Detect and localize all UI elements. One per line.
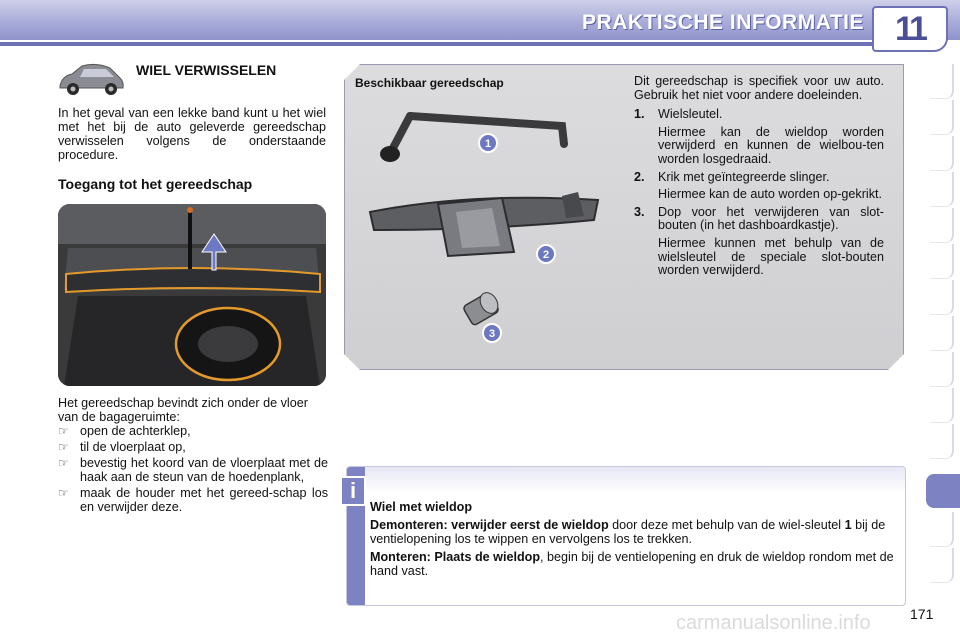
item-note: Hiermee kan de wieldop worden verwijderd en kunnen de wielbou-ten worden losgedraaid. bbox=[658, 124, 884, 166]
fit-heading: Monteren: Plaats de wieldop bbox=[370, 550, 541, 564]
list-item bbox=[58, 486, 328, 514]
chapter-tab[interactable] bbox=[930, 548, 954, 583]
chapter-tab[interactable] bbox=[930, 172, 954, 207]
tools-illustration bbox=[352, 96, 612, 356]
step-text: til de vloerplaat op, bbox=[80, 440, 186, 454]
chapter-tab[interactable] bbox=[930, 244, 954, 279]
trunk-photo bbox=[58, 204, 326, 386]
section-title: WIEL VERWISSELEN bbox=[136, 62, 277, 78]
chapter-tab[interactable] bbox=[930, 388, 954, 423]
step-text: bevestig het koord van de vloerplaat met de haak aan de steun van de hoedenplank, bbox=[80, 456, 328, 484]
info-title: Wiel met wieldop bbox=[370, 500, 473, 514]
info-paragraph-remove bbox=[370, 518, 898, 546]
tools-intro: Dit gereedschap is specifiek voor uw auto. Gebruik het niet voor andere doeleinden. bbox=[634, 74, 884, 102]
item-number: 1. bbox=[634, 107, 645, 122]
page-header bbox=[0, 0, 960, 50]
wrench-reference: 1 bbox=[844, 518, 852, 532]
list-item bbox=[634, 171, 884, 202]
item-label: Wielsleutel. bbox=[658, 107, 723, 122]
info-icon: i bbox=[340, 476, 366, 506]
procedure-steps bbox=[58, 424, 328, 516]
chapter-tabs bbox=[926, 64, 960, 584]
info-content bbox=[370, 500, 898, 582]
callout-2-label: 2 bbox=[542, 249, 550, 261]
item-number: 2. bbox=[634, 169, 645, 184]
chapter-title: PRAKTISCHE INFORMATIE bbox=[582, 11, 864, 34]
remove-text-a: door deze met behulp van de wiel-sleutel bbox=[608, 518, 845, 532]
tools-title: Beschikbaar gereedschap bbox=[355, 76, 504, 90]
tool-location-text: Het gereedschap bevindt zich onder de vloer van de bagageruimte: bbox=[58, 396, 308, 424]
chapter-number: 11 bbox=[895, 9, 925, 48]
chapter-number-badge bbox=[872, 6, 948, 52]
locking-bolt-socket-illustration bbox=[463, 289, 502, 326]
chapter-tab[interactable] bbox=[930, 424, 954, 459]
chapter-tab[interactable] bbox=[930, 280, 954, 315]
chapter-tab[interactable] bbox=[930, 512, 954, 547]
info-topbar bbox=[365, 467, 905, 493]
item-label: Dop voor het verwijderen van slot-bouten (in het dashboardkastje). bbox=[658, 204, 884, 233]
remove-heading: Demonteren: verwijder eerst de wieldop bbox=[370, 518, 609, 532]
chapter-tab[interactable] bbox=[930, 64, 954, 99]
callout-1-label: 1 bbox=[484, 138, 492, 150]
info-paragraph-fit bbox=[370, 550, 898, 578]
subsection-title: Toegang tot het gereedschap bbox=[58, 176, 253, 192]
chapter-tab-active[interactable] bbox=[926, 474, 960, 508]
callout-1 bbox=[479, 134, 497, 152]
callout-2 bbox=[537, 245, 555, 263]
list-item bbox=[58, 456, 328, 484]
item-note: Hiermee kan de auto worden op-gekrikt. bbox=[658, 187, 883, 202]
list-item bbox=[634, 108, 884, 166]
callout-3 bbox=[483, 324, 501, 342]
pointing-hand-icon: ☞ bbox=[58, 440, 69, 454]
chapter-tab[interactable] bbox=[930, 136, 954, 171]
wheel-wrench-illustration bbox=[380, 116, 564, 162]
chapter-tab[interactable] bbox=[930, 316, 954, 351]
pointing-hand-icon: ☞ bbox=[58, 486, 69, 500]
callout-3-label: 3 bbox=[488, 328, 496, 340]
remove-text-b: bij de ventielopening los te wippen en vervolgens los te trekken. bbox=[370, 518, 886, 546]
page-number: 171 bbox=[910, 606, 934, 622]
item-label: Krik met geïntegreerde slinger. bbox=[658, 169, 830, 184]
jack-illustration bbox=[370, 192, 598, 256]
step-text: maak de houder met het gereed-schap los en verwijder deze. bbox=[80, 486, 328, 514]
tools-description bbox=[634, 75, 884, 282]
list-item bbox=[58, 424, 328, 438]
car-icon bbox=[56, 60, 126, 98]
list-item bbox=[634, 206, 884, 278]
pointing-hand-icon: ☞ bbox=[58, 456, 69, 470]
watermark: carmanualsonline.info bbox=[676, 612, 871, 634]
list-item bbox=[58, 440, 328, 454]
chapter-tab[interactable] bbox=[930, 100, 954, 135]
intro-text: In het geval van een lekke band kunt u het wiel met het bij de auto geleverde gereedschap verwisselen volgens de onderstaande procedure. bbox=[58, 106, 326, 162]
pointing-hand-icon: ☞ bbox=[58, 424, 69, 438]
item-note: Hiermee kunnen met behulp van de wielsleutel de speciale slot-bouten worden verwijderd. bbox=[658, 235, 884, 278]
header-rule bbox=[0, 42, 880, 46]
step-text: open de achterklep, bbox=[80, 424, 191, 438]
trunk-illustration bbox=[58, 204, 326, 386]
chapter-tab[interactable] bbox=[930, 208, 954, 243]
item-number: 3. bbox=[634, 204, 645, 219]
fit-text: , begin bij de ventielopening en druk de wieldop rondom met de hand vast. bbox=[370, 550, 894, 578]
chapter-tab[interactable] bbox=[930, 352, 954, 387]
